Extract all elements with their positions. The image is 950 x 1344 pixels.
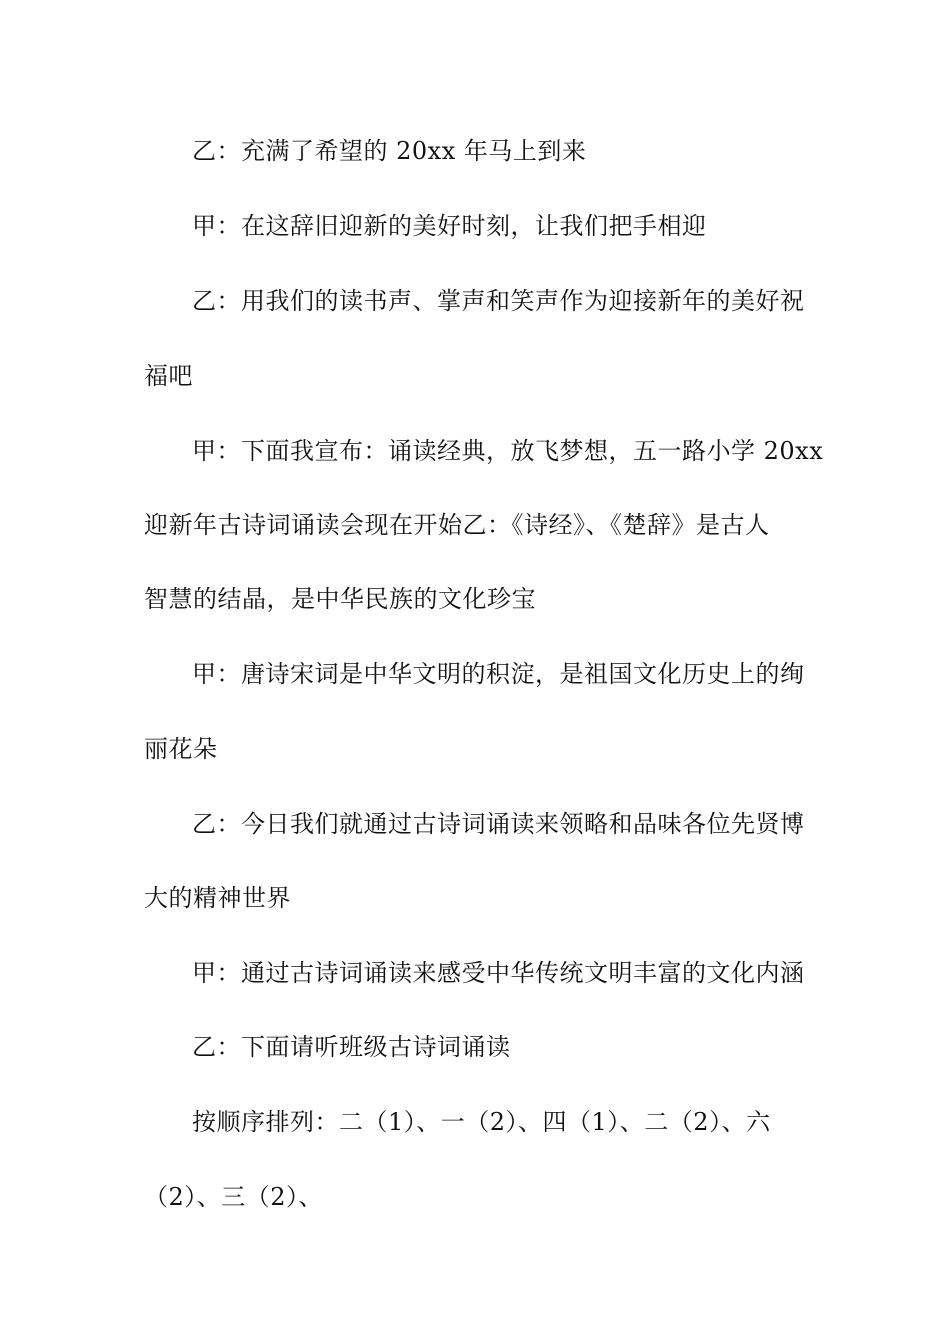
text-line: 甲：在这辞旧迎新的美好时刻，让我们把手相迎 <box>192 212 707 240</box>
text-line: 乙：用我们的读书声、掌声和笑声作为迎接新年的美好祝 <box>192 287 805 315</box>
text-line: 乙：今日我们就通过古诗词诵读来领略和品味各位先贤博 <box>192 810 805 838</box>
text-line: 甲：唐诗宋词是中华文明的积淀，是祖国文化历史上的绚 <box>192 660 805 688</box>
text-line: （2）、三（2）、 <box>144 1183 324 1211</box>
text-line: 按顺序排列：二（1）、一（2）、四（1）、二（2）、六 <box>192 1108 771 1136</box>
text-line: 福吧 <box>144 362 193 390</box>
text-line: 甲：下面我宣布：诵读经典，放飞梦想，五一路小学 20xx <box>192 437 824 465</box>
text-line: 丽花朵 <box>144 735 218 763</box>
text-line: 大的精神世界 <box>144 884 291 912</box>
text-line: 甲：通过古诗词诵读来感受中华传统文明丰富的文化内涵 <box>192 959 805 987</box>
text-line: 迎新年古诗词诵读会现在开始乙：《诗经》、《楚辞》是古人 <box>144 511 770 539</box>
text-line: 乙：充满了希望的 20xx 年马上到来 <box>192 137 587 165</box>
text-line: 乙：下面请听班级古诗词诵读 <box>192 1033 511 1061</box>
text-line: 智慧的结晶，是中华民族的文化珍宝 <box>144 585 536 613</box>
